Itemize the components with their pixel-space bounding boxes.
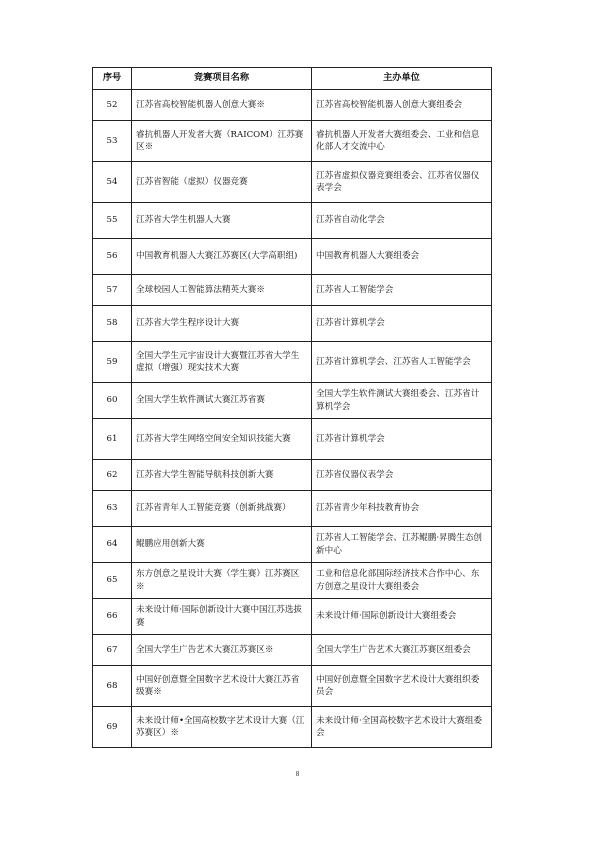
table-header-row [93, 68, 492, 90]
competition-name: 江苏省大学生程序设计大赛 [132, 306, 312, 342]
row-number: 57 [93, 275, 132, 306]
organizer: 江苏省青少年科技教育协会 [312, 491, 492, 527]
table-row [93, 527, 492, 563]
organizer: 未来设计师·国际创新设计大赛组委会 [312, 599, 492, 635]
table-row [93, 162, 492, 203]
organizer: 睿抗机器人开发者大赛组委会、工业和信息化部人才交流中心 [312, 121, 492, 162]
header-no: 序号 [93, 68, 132, 90]
competition-name: 全国大学生广告艺术大赛江苏赛区※ [132, 635, 312, 666]
row-number: 56 [93, 239, 132, 275]
organizer: 中国好创意暨全国数字艺术设计大赛组织委员会 [312, 666, 492, 707]
table-row [93, 460, 492, 491]
row-number: 52 [93, 90, 132, 121]
row-number: 63 [93, 491, 132, 527]
organizer: 江苏省人工智能学会、江苏鲲鹏·昇腾生态创新中心 [312, 527, 492, 563]
organizer: 中国教育机器人大赛组委会 [312, 239, 492, 275]
row-number: 54 [93, 162, 132, 203]
competition-name: 全国大学生元宇宙设计大赛暨江苏省大学生虚拟（增强）现实技术大赛 [132, 342, 312, 383]
organizer: 江苏省人工智能学会 [312, 275, 492, 306]
row-number: 58 [93, 306, 132, 342]
table-row [93, 203, 492, 239]
organizer: 江苏省仪器仪表学会 [312, 460, 492, 491]
table-row [93, 419, 492, 460]
organizer: 江苏省计算机学会、江苏省人工智能学会 [312, 342, 492, 383]
table-row [93, 342, 492, 383]
table-body [93, 90, 492, 748]
organizer: 江苏省高校智能机器人创意大赛组委会 [312, 90, 492, 121]
competition-name: 睿抗机器人开发者大赛（RAICOM）江苏赛区※ [132, 121, 312, 162]
competition-name: 江苏省大学生机器人大赛 [132, 203, 312, 239]
row-number: 66 [93, 599, 132, 635]
header-org: 主办单位 [312, 68, 492, 90]
competition-name: 江苏省高校智能机器人创意大赛※ [132, 90, 312, 121]
row-number: 59 [93, 342, 132, 383]
table-row [93, 306, 492, 342]
table-row [93, 491, 492, 527]
organizer: 江苏省自动化学会 [312, 203, 492, 239]
row-number: 53 [93, 121, 132, 162]
row-number: 69 [93, 707, 132, 748]
row-number: 62 [93, 460, 132, 491]
competition-name: 中国教育机器人大赛江苏赛区(大学高职组) [132, 239, 312, 275]
row-number: 55 [93, 203, 132, 239]
competition-name: 全球校园人工智能算法精英大赛※ [132, 275, 312, 306]
table-row [93, 383, 492, 419]
table-row [93, 563, 492, 599]
page-number: 8 [295, 771, 300, 778]
table-row [93, 707, 492, 748]
organizer: 全国大学生广告艺术大赛江苏赛区组委会 [312, 635, 492, 666]
competition-name: 中国好创意暨全国数字艺术设计大赛江苏省级赛※ [132, 666, 312, 707]
row-number: 67 [93, 635, 132, 666]
organizer: 江苏省虚拟仪器竞赛组委会、江苏省仪器仪表学会 [312, 162, 492, 203]
row-number: 61 [93, 419, 132, 460]
organizer: 全国大学生软件测试大赛组委会、江苏省计算机学会 [312, 383, 492, 419]
competition-table [92, 67, 492, 748]
table-row [93, 635, 492, 666]
row-number: 68 [93, 666, 132, 707]
competition-name: 江苏省青年人工智能竞赛（创新挑战赛） [132, 491, 312, 527]
organizer: 江苏省计算机学会 [312, 419, 492, 460]
header-name: 竞赛项目名称 [132, 68, 312, 90]
row-number: 64 [93, 527, 132, 563]
competition-name: 未来设计师·国际创新设计大赛中国江苏选拔赛 [132, 599, 312, 635]
row-number: 60 [93, 383, 132, 419]
competition-name: 全国大学生软件测试大赛江苏省赛 [132, 383, 312, 419]
competition-name: 鲲鹏应用创新大赛 [132, 527, 312, 563]
table-row [93, 599, 492, 635]
organizer: 未来设计师·全国高校数字艺术设计大赛组委会 [312, 707, 492, 748]
table-row [93, 121, 492, 162]
organizer: 江苏省计算机学会 [312, 306, 492, 342]
competition-name: 江苏省大学生网络空间安全知识技能大赛 [132, 419, 312, 460]
row-number: 65 [93, 563, 132, 599]
competition-name: 江苏省智能（虚拟）仪器竞赛 [132, 162, 312, 203]
table-row [93, 666, 492, 707]
table-row [93, 275, 492, 306]
organizer: 工业和信息化部国际经济技术合作中心、东方创意之星设计大赛组委会 [312, 563, 492, 599]
table-row [93, 239, 492, 275]
competition-name: 东方创意之星设计大赛（学生赛）江苏赛区※ [132, 563, 312, 599]
competition-name: 未来设计师•全国高校数字艺术设计大赛（江苏赛区）※ [132, 707, 312, 748]
table-row [93, 90, 492, 121]
competition-name: 江苏省大学生智能导航科技创新大赛 [132, 460, 312, 491]
